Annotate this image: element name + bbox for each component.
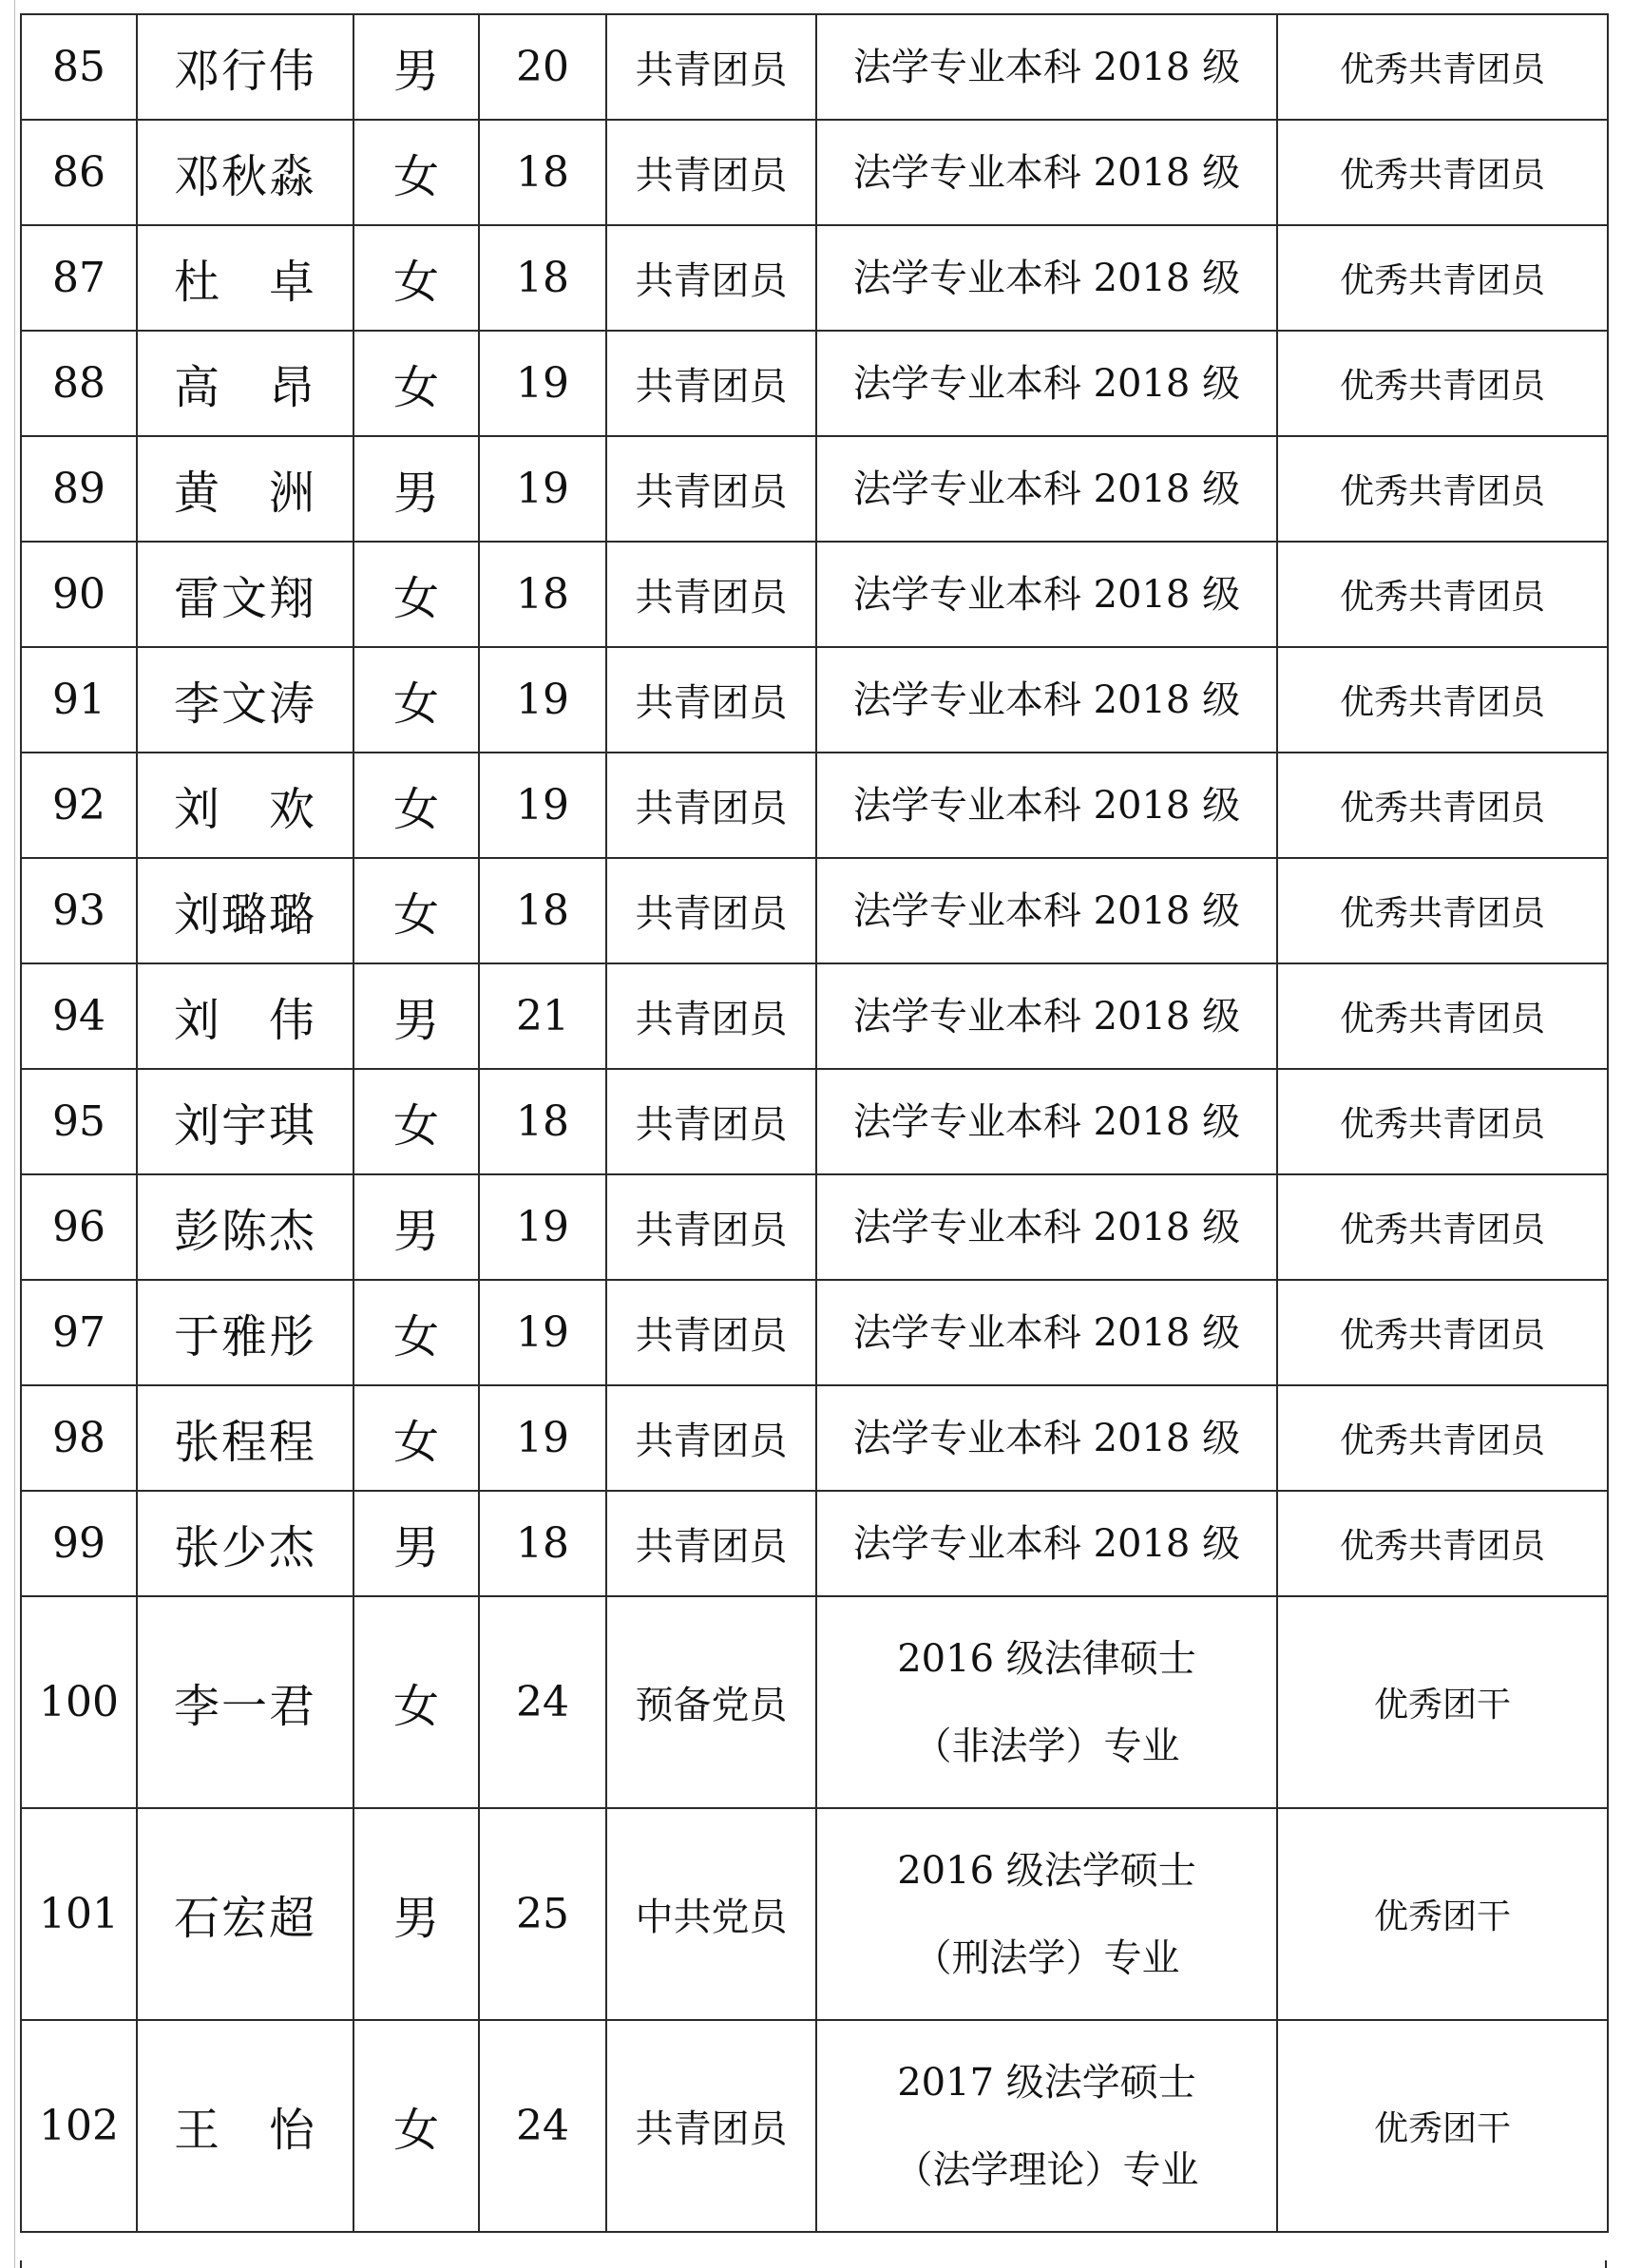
cell-name: 彭陈杰 [137,1174,353,1280]
cell-age: 18 [479,1491,606,1596]
table-row [21,1491,1608,1596]
cell-political-status: 共青团员 [606,963,816,1069]
cell-major [816,14,1277,120]
cell-name: 刘宇琪 [137,1069,353,1174]
cell-gender: 女 [353,542,479,647]
cell-gender: 女 [353,858,479,963]
cell-award: 优秀共青团员 [1277,331,1608,436]
cell-political-status: 共青团员 [606,1385,816,1491]
table-row [21,1174,1608,1280]
next-row-border-edge [20,2260,1607,2268]
cell-political-status: 共青团员 [606,1174,816,1280]
cell-name: 雷文翔 [137,542,353,647]
cell-age: 18 [479,542,606,647]
major-line: 2016 级法学硕士 [897,1848,1196,1893]
cell-age: 21 [479,963,606,1069]
cell-award: 优秀共青团员 [1277,647,1608,753]
cell-age: 20 [479,14,606,120]
cell-gender: 男 [353,963,479,1069]
cell-major [816,963,1277,1069]
cell-age: 18 [479,225,606,331]
cell-award: 优秀共青团员 [1277,1280,1608,1385]
cell-political-status: 共青团员 [606,1491,816,1596]
major-line: 法学专业本科 2018 级 [852,1416,1241,1460]
cell-award: 优秀团干 [1277,1596,1608,1808]
cell-name: 邓秋淼 [137,120,353,225]
cell-name: 李一君 [137,1596,353,1808]
cell-name: 石宏超 [137,1808,353,2020]
major-line: 法学专业本科 2018 级 [852,994,1241,1039]
cell-award: 优秀共青团员 [1277,14,1608,120]
cell-number: 94 [21,963,137,1069]
cell-name: 邓行伟 [137,14,353,120]
cell-age: 19 [479,753,606,858]
cell-major [816,753,1277,858]
cell-age: 25 [479,1808,606,2020]
cell-political-status: 共青团员 [606,1280,816,1385]
cell-name: 王 怡 [137,2020,353,2232]
cell-gender: 女 [353,2020,479,2232]
table-row [21,858,1608,963]
cell-name: 刘 欢 [137,753,353,858]
cell-award: 优秀共青团员 [1277,1491,1608,1596]
table-row [21,1596,1608,1808]
cell-major [816,2020,1277,2232]
cell-political-status: 共青团员 [606,14,816,120]
cell-number: 91 [21,647,137,753]
roster-body [21,14,1608,2232]
cell-number: 85 [21,14,137,120]
table-row [21,436,1608,542]
cell-major [816,1174,1277,1280]
cell-number: 88 [21,331,137,436]
cell-major [816,225,1277,331]
cell-award: 优秀共青团员 [1277,436,1608,542]
cell-gender: 男 [353,14,479,120]
cell-name: 杜 卓 [137,225,353,331]
cell-age: 18 [479,858,606,963]
cell-number: 95 [21,1069,137,1174]
cell-major [816,436,1277,542]
cell-gender: 女 [353,120,479,225]
cell-number: 100 [21,1596,137,1808]
cell-name: 高 昂 [137,331,353,436]
table-row [21,1385,1608,1491]
major-line: 法学专业本科 2018 级 [852,572,1241,617]
major-line: 法学专业本科 2018 级 [852,783,1241,828]
cell-political-status: 共青团员 [606,2020,816,2232]
cell-age: 24 [479,1596,606,1808]
cell-age: 19 [479,1385,606,1491]
cell-number: 98 [21,1385,137,1491]
cell-name: 李文涛 [137,647,353,753]
cell-major [816,647,1277,753]
major-line: 法学专业本科 2018 级 [852,677,1241,722]
cell-political-status: 共青团员 [606,436,816,542]
table-row [21,1808,1608,2020]
cell-major [816,120,1277,225]
cell-age: 19 [479,331,606,436]
cell-number: 102 [21,2020,137,2232]
cell-political-status: 共青团员 [606,1069,816,1174]
major-line: 2017 级法学硕士 [897,2060,1196,2105]
cell-gender: 男 [353,1808,479,2020]
cell-major [816,1280,1277,1385]
major-line: （法学理论）专业 [894,2147,1199,2192]
cell-award: 优秀共青团员 [1277,858,1608,963]
cell-award: 优秀共青团员 [1277,225,1608,331]
cell-political-status: 共青团员 [606,858,816,963]
cell-gender: 女 [353,753,479,858]
table-row [21,647,1608,753]
cell-age: 19 [479,1174,606,1280]
cell-major [816,1808,1277,2020]
major-line: （刑法学）专业 [913,1935,1180,1980]
cell-award: 优秀共青团员 [1277,120,1608,225]
cell-major [816,1069,1277,1174]
table-row [21,542,1608,647]
cell-gender: 女 [353,1069,479,1174]
cell-number: 87 [21,225,137,331]
cell-gender: 女 [353,1385,479,1491]
cell-political-status: 共青团员 [606,331,816,436]
cell-age: 19 [479,436,606,542]
cell-number: 93 [21,858,137,963]
cell-name: 刘 伟 [137,963,353,1069]
cell-gender: 女 [353,1596,479,1808]
major-line: 2016 级法律硕士 [897,1636,1196,1681]
cell-number: 89 [21,436,137,542]
major-line: 法学专业本科 2018 级 [852,45,1241,89]
cell-gender: 男 [353,1491,479,1596]
cell-political-status: 预备党员 [606,1596,816,1808]
major-line: 法学专业本科 2018 级 [852,1099,1241,1144]
cell-award: 优秀团干 [1277,2020,1608,2232]
major-line: （非法学）专业 [913,1724,1180,1768]
major-line: 法学专业本科 2018 级 [852,888,1241,933]
table-row [21,1069,1608,1174]
cell-award: 优秀共青团员 [1277,1385,1608,1491]
cell-age: 18 [479,120,606,225]
cell-number: 97 [21,1280,137,1385]
major-line: 法学专业本科 2018 级 [852,467,1241,511]
cell-award: 优秀共青团员 [1277,1174,1608,1280]
cell-name: 张少杰 [137,1491,353,1596]
major-line: 法学专业本科 2018 级 [852,1310,1241,1355]
cell-name: 黄 洲 [137,436,353,542]
cell-political-status: 共青团员 [606,225,816,331]
cell-number: 92 [21,753,137,858]
cell-major [816,1385,1277,1491]
cell-award: 优秀团干 [1277,1808,1608,2020]
table-row [21,2020,1608,2232]
cell-award: 优秀共青团员 [1277,753,1608,858]
cell-major [816,331,1277,436]
cell-political-status: 共青团员 [606,647,816,753]
major-line: 法学专业本科 2018 级 [852,1521,1241,1566]
cell-political-status: 中共党员 [606,1808,816,2020]
cell-major [816,1596,1277,1808]
cell-name: 刘璐璐 [137,858,353,963]
cell-name: 张程程 [137,1385,353,1491]
cell-award: 优秀共青团员 [1277,542,1608,647]
table-row [21,14,1608,120]
table-row [21,225,1608,331]
cell-major [816,542,1277,647]
cell-gender: 女 [353,331,479,436]
cell-gender: 女 [353,1280,479,1385]
cell-number: 86 [21,120,137,225]
cell-age: 18 [479,1069,606,1174]
table-row [21,120,1608,225]
cell-political-status: 共青团员 [606,120,816,225]
cell-number: 101 [21,1808,137,2020]
cell-age: 19 [479,647,606,753]
cell-name: 于雅彤 [137,1280,353,1385]
major-line: 法学专业本科 2018 级 [852,150,1241,195]
cell-gender: 男 [353,1174,479,1280]
page-left-edge [14,0,15,2268]
major-line: 法学专业本科 2018 级 [852,256,1241,300]
major-line: 法学专业本科 2018 级 [852,1205,1241,1249]
cell-political-status: 共青团员 [606,542,816,647]
cell-major [816,858,1277,963]
cell-gender: 女 [353,225,479,331]
cell-number: 90 [21,542,137,647]
cell-award: 优秀共青团员 [1277,1069,1608,1174]
cell-political-status: 共青团员 [606,753,816,858]
cell-number: 99 [21,1491,137,1596]
cell-number: 96 [21,1174,137,1280]
major-line: 法学专业本科 2018 级 [852,361,1241,406]
cell-gender: 男 [353,436,479,542]
cell-gender: 女 [353,647,479,753]
cell-major [816,1491,1277,1596]
award-roster-table [20,13,1609,2233]
table-row [21,753,1608,858]
cell-age: 19 [479,1280,606,1385]
cell-award: 优秀共青团员 [1277,963,1608,1069]
table-row [21,1280,1608,1385]
cell-age: 24 [479,2020,606,2232]
table-row [21,963,1608,1069]
table-row [21,331,1608,436]
